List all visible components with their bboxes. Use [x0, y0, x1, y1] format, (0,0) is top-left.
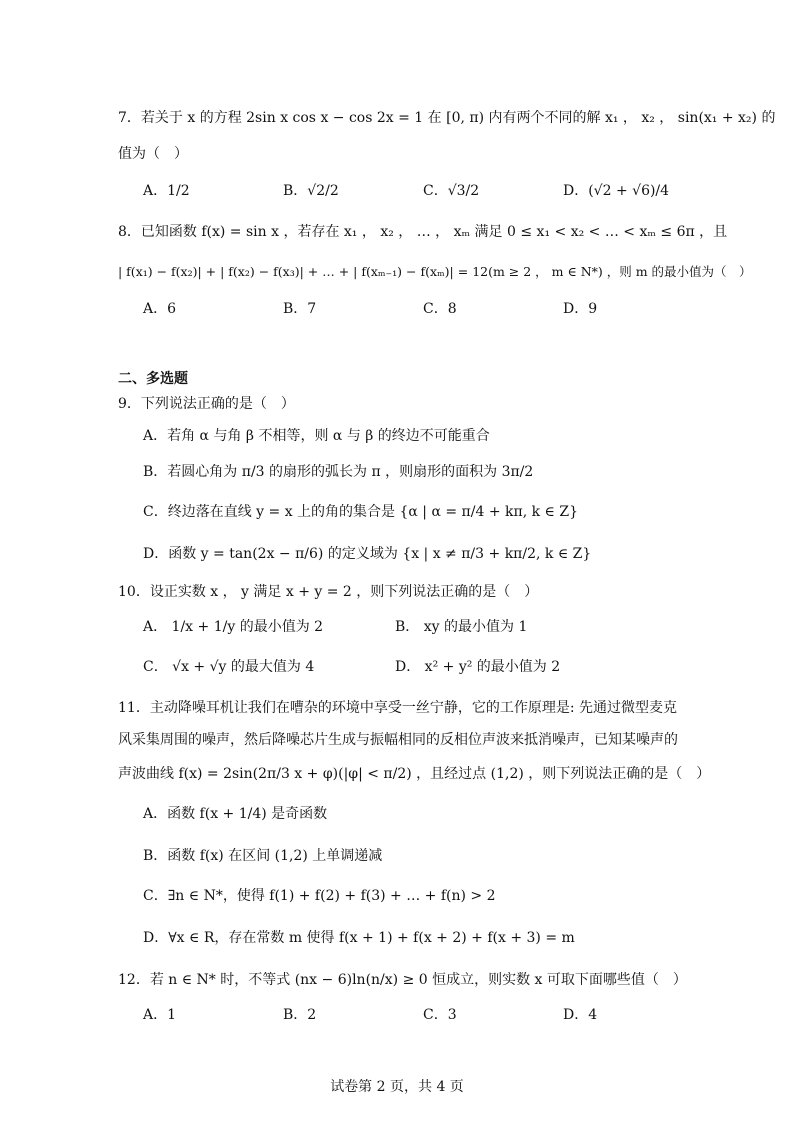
q10-option-c[interactable]: C． √x + √y 的最大值为 4: [143, 659, 315, 675]
q8-option-c[interactable]: C．8: [423, 301, 457, 317]
q8-stem-line2: | f(x₁) − f(x₂)| + | f(x₂) − f(x₃)| + … + | f(xₘ₋₁) − f(xₘ)| = 12(m ≥ 2 ， m ∈ N*) ，则 m 的最小值为（ ）: [118, 264, 752, 279]
q12-options: [143, 1004, 703, 1024]
q7-options: [143, 180, 703, 200]
q9-stem: 9．下列说法正确的是（ ）: [118, 396, 295, 412]
q8-option-b[interactable]: B．7: [283, 301, 317, 317]
q8-option-d[interactable]: D．9: [563, 301, 598, 317]
q11-option-b[interactable]: B．函数 f(x) 在区间 (1,2) 上单调递减: [143, 848, 383, 864]
q8-options: [143, 298, 703, 318]
q7-stem-line1: 7．若关于 x 的方程 2sin x cos x − cos 2x = 1 在 [0, π) 内有两个不同的解 x₁ ， x₂ ， sin(x₁ + x₂) 的: [118, 110, 776, 126]
q7-option-d[interactable]: D．(√2 + √6)/4: [563, 183, 670, 199]
q8-stem-line1: 8．已知函数 f(x) = sin x ，若存在 x₁ ， x₂ ， … ， xₘ 满足 0 ≤ x₁ < x₂ < … < xₘ ≤ 6π ，且: [118, 224, 728, 240]
q12-option-d[interactable]: D．4: [563, 1007, 598, 1023]
q12-stem: 12．若 n ∈ N* 时，不等式 (nx − 6)ln(n/x) ≥ 0 恒成立，则实数 x 可取下面哪些值（ ）: [118, 972, 687, 988]
q11-stem-line2: 风采集周围的噪声，然后降噪芯片生成与振幅相同的反相位声波来抵消噪声，已知某噪声的: [118, 732, 678, 748]
q9-option-d[interactable]: D．函数 y = tan(2x − π/6) 的定义域为 {x | x ≠ π/3 + kπ/2, k ∈ Z}: [143, 546, 592, 562]
q9-option-a[interactable]: A．若角 α 与角 β 不相等，则 α 与 β 的终边不可能重合: [143, 428, 490, 444]
q10-stem: 10．设正实数 x ， y 满足 x + y = 2 ，则下列说法正确的是（ ）: [118, 584, 539, 600]
q11-option-c[interactable]: C．∃n ∈ N*，使得 f(1) + f(2) + f(3) + … + f(n) > 2: [143, 888, 496, 904]
q11-option-d[interactable]: D．∀x ∈ R，存在常数 m 使得 f(x + 1) + f(x + 2) + f(x + 3) = m: [143, 930, 575, 946]
q7-option-c[interactable]: C．√3/2: [423, 183, 480, 199]
q11-option-a[interactable]: A．函数 f(x + 1/4) 是奇函数: [143, 806, 328, 822]
q12-option-a[interactable]: A．1: [143, 1007, 177, 1023]
q12-option-c[interactable]: C．3: [423, 1007, 457, 1023]
q8-option-a[interactable]: A．6: [143, 301, 177, 317]
q7-option-a[interactable]: A．1/2: [143, 183, 190, 199]
q10-option-d[interactable]: D． x² + y² 的最小值为 2: [395, 659, 561, 675]
q10-options-row2: [143, 656, 703, 676]
q11-stem-line3: 声波曲线 f(x) = 2sin(2π/3 x + φ)(|φ| < π/2) ，且经过点 (1,2) ，则下列说法正确的是（ ）: [118, 766, 711, 782]
q11-stem-line1: 11．主动降噪耳机让我们在嘈杂的环境中享受一丝宁静，它的工作原理是: 先通过微型麦克: [118, 700, 677, 716]
q7-stem-line2: 值为（ ）: [118, 146, 188, 162]
q10-option-a[interactable]: A． 1/x + 1/y 的最小值为 2: [143, 619, 324, 635]
q9-option-b[interactable]: B．若圆心角为 π/3 的扇形的弧长为 π ，则扇形的面积为 3π/2: [143, 464, 534, 480]
q10-options-row1: [143, 616, 703, 636]
q7-option-b[interactable]: B．√2/2: [283, 183, 339, 199]
q9-option-c[interactable]: C．终边落在直线 y = x 上的角的集合是 {α | α = π/4 + kπ, k ∈ Z}: [143, 504, 578, 520]
section-multiple-choice-heading: 二、多选题: [118, 371, 188, 387]
page-footer: 试卷第 2 页，共 4 页: [330, 1079, 464, 1095]
q10-option-b[interactable]: B． xy 的最小值为 1: [395, 619, 528, 635]
q12-option-b[interactable]: B．2: [283, 1007, 317, 1023]
